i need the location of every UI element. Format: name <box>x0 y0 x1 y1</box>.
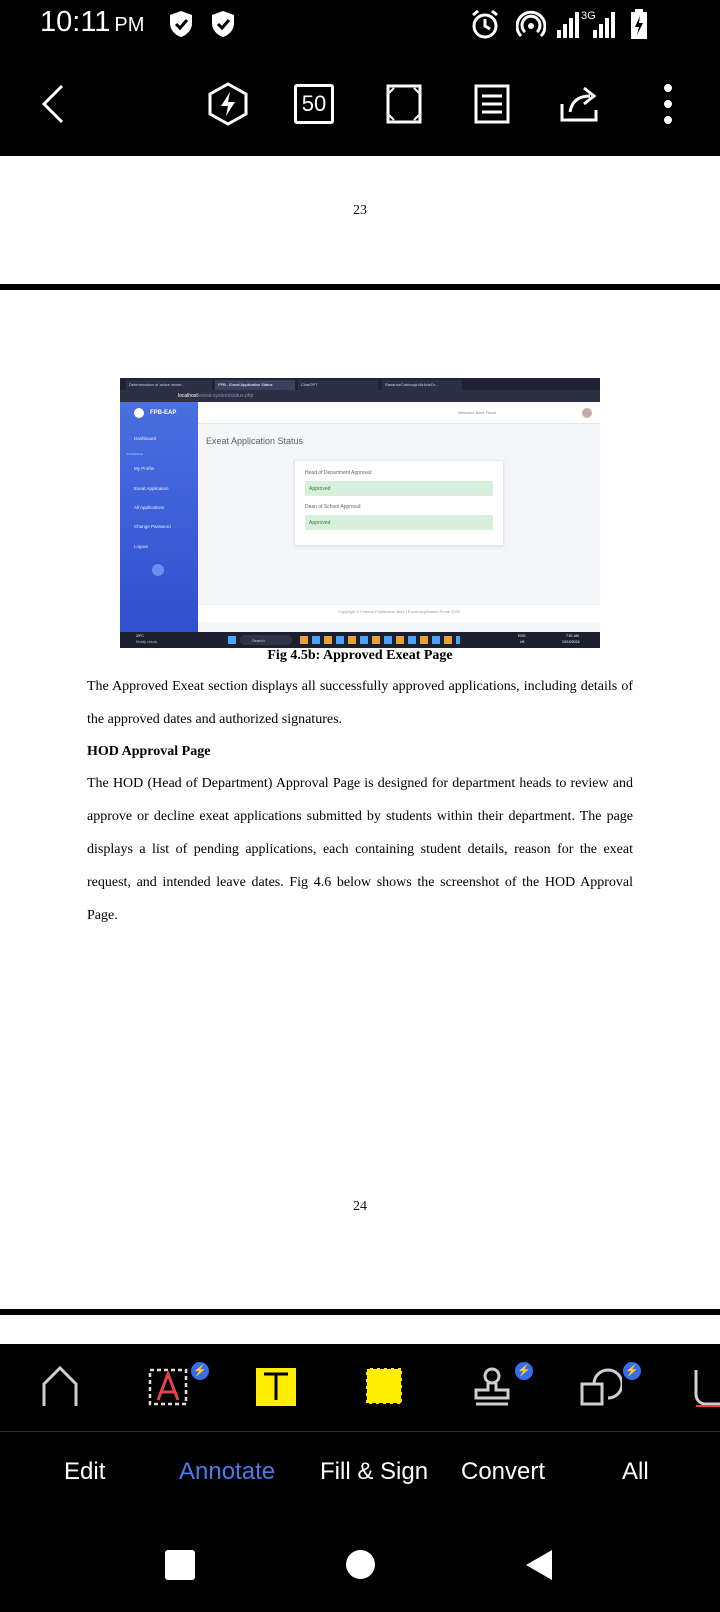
section-heading: HOD Approval Page <box>87 744 211 759</box>
shield-icon <box>210 10 236 38</box>
paragraph: The HOD (Head of Department) Approval Page is designed for department heads to review and approve or decline exeat applications submitted by students within their department. The page displays a list of pending applications, each containing student details, reason for the exeat request, and intended leave dates. Fig 4.6 below shows the screenshot of the HOD Approval Page. <box>87 776 633 923</box>
hotspot-icon <box>516 8 546 40</box>
premium-badge: ⚡ <box>623 1362 641 1380</box>
alarm-icon <box>470 8 500 40</box>
recents-button[interactable] <box>165 1550 195 1580</box>
taskbar <box>120 632 600 648</box>
shapes-icon[interactable] <box>578 1364 622 1408</box>
page-counter[interactable]: 50 <box>294 84 334 124</box>
underline-icon[interactable] <box>690 1364 720 1408</box>
signal-icon <box>556 8 580 40</box>
taskbar-lang: ENG <box>518 634 526 638</box>
app-sidebar <box>120 402 198 638</box>
top-toolbar <box>0 50 720 156</box>
area-highlight-icon[interactable] <box>362 1364 406 1408</box>
system-nav-bar <box>0 1516 720 1612</box>
taskbar-time: 7:51 AM <box>566 634 579 638</box>
url-bar: localhost/exeat-system/status.php <box>178 393 254 399</box>
back-icon[interactable] <box>32 82 76 126</box>
share-icon[interactable] <box>558 82 602 126</box>
welcome-text: Welcome Back Fiona <box>458 410 496 415</box>
page-separator <box>0 1309 720 1315</box>
browser-tab: FPB - Exeat Application Status <box>215 380 295 390</box>
status-card <box>294 460 504 546</box>
document-viewer[interactable] <box>0 156 720 1344</box>
browser-tab: Determination of active sewer... <box>126 380 212 390</box>
tab-all[interactable]: All <box>622 1458 649 1485</box>
text-highlight-icon[interactable] <box>254 1364 298 1408</box>
stamp-icon[interactable] <box>470 1364 514 1408</box>
browser-tab: RasanceCabicoglu/ArticleDr... <box>382 380 462 390</box>
status-time: 10:11 PM <box>40 6 145 38</box>
dean-label: Dean of School Approval: <box>305 504 362 510</box>
sidebar-item: All Applications <box>134 505 165 510</box>
figure-page-title: Exeat Application Status <box>206 436 304 446</box>
taskbar-lang-sub: UK <box>520 640 525 644</box>
hod-label: Head of Department Approval: <box>305 470 373 476</box>
figure-screenshot <box>120 378 600 648</box>
tab-fill-sign[interactable]: Fill & Sign <box>320 1458 429 1485</box>
sidebar-item: Change Password <box>134 524 171 529</box>
sidebar-item: My Profile <box>134 466 155 471</box>
text-box-icon[interactable] <box>146 1364 190 1408</box>
signal-icon <box>592 8 616 40</box>
app-brand: FPB-EAP <box>150 410 177 416</box>
battery-charging-icon <box>630 8 648 40</box>
annotate-toolbar <box>0 1344 720 1432</box>
page-separator <box>0 284 720 290</box>
taskbar-search: Search <box>240 635 292 645</box>
avatar <box>582 408 592 418</box>
premium-badge: ⚡ <box>515 1362 533 1380</box>
more-icon[interactable] <box>646 82 690 126</box>
sidebar-item: Logout <box>134 544 148 549</box>
paragraph: The Approved Exeat section displays all successfully approved applications, including details of the approved dates and authorized signatures. <box>87 679 633 727</box>
shield-icon <box>168 10 194 38</box>
dean-status-badge: Approved <box>305 515 493 530</box>
hod-status-badge: Approved <box>305 481 493 496</box>
lightning-icon[interactable] <box>206 82 250 126</box>
back-button[interactable] <box>524 1548 554 1582</box>
browser-tab: ChatGPT <box>298 380 378 390</box>
tab-edit[interactable]: Edit <box>64 1458 106 1485</box>
bottom-tabs <box>0 1432 720 1516</box>
status-bar <box>0 0 720 50</box>
tab-convert[interactable]: Convert <box>461 1458 546 1485</box>
page-number: 23 <box>353 203 367 218</box>
sidebar-item: Dashboard <box>134 436 157 441</box>
taskbar-weather: 29°C <box>136 634 144 638</box>
figure-footer: Copyright © Federal Polytechnic Bida | Exeat Application Portal 2024 <box>337 609 461 614</box>
figure-caption: Fig 4.5b: Approved Exeat Page <box>267 648 453 663</box>
taskbar-date: 10/15/2024 <box>562 640 580 644</box>
home-button[interactable] <box>346 1550 375 1579</box>
pen-icon[interactable] <box>38 1364 82 1408</box>
reading-mode-icon[interactable] <box>470 82 514 126</box>
taskbar-weather-sub: Mostly cloudy <box>136 640 158 644</box>
sidebar-section: INTERFACE <box>126 452 143 456</box>
premium-badge: ⚡ <box>191 1362 209 1380</box>
network-type: 3G <box>581 10 596 22</box>
sidebar-item: Exeat Application <box>134 486 169 491</box>
fullscreen-icon[interactable] <box>382 82 426 126</box>
tab-annotate[interactable]: Annotate <box>179 1458 276 1485</box>
page-number: 24 <box>353 1199 367 1214</box>
